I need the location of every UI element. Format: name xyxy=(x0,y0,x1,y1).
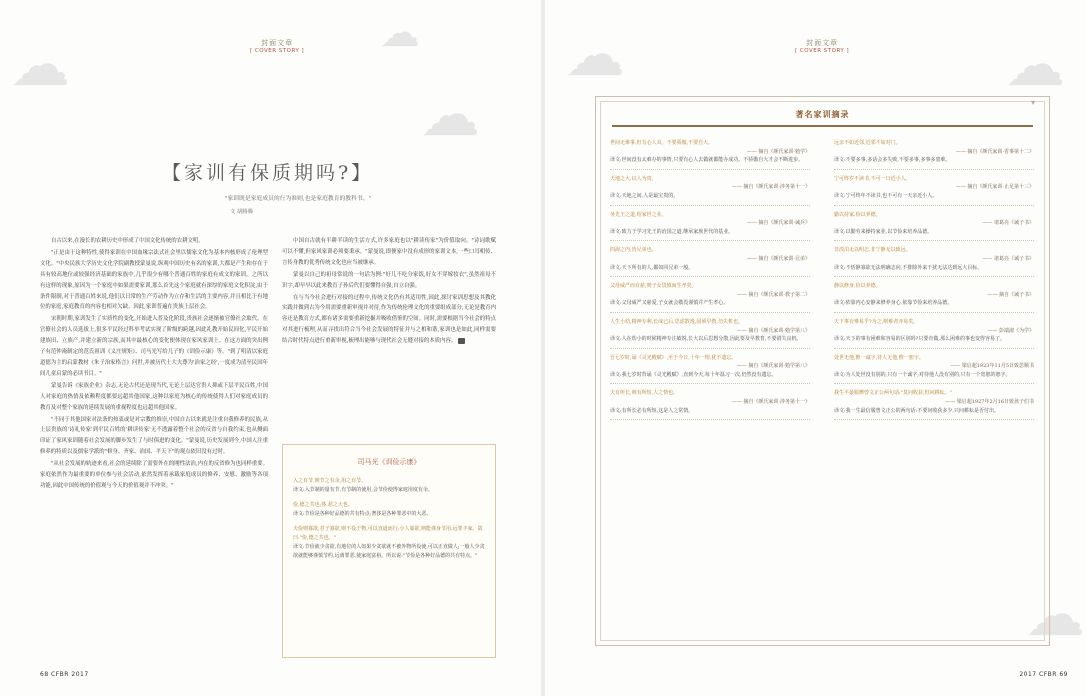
cloud-pattern-icon: ☁ xyxy=(1025,580,1085,650)
paragraph: 蒙曼以自己的祖母常说的一句话为例:"好儿不吃分家饭,好女不穿嫁妆衣",虽然祖母不识字,却早早以此来教育子孙后代们要懂得自强,自立自强。 xyxy=(282,271,496,289)
chevron-down-icon: ▾ xyxy=(1030,98,1035,107)
paragraph: 蒙曼告诉《家族企业》杂志,无论古代还是现当代,无论上层达官贵人抑或下层平民百姓,中国人对家庭的热情及依赖程度都要远超其他国家,这种以家庭为核心的传统使得人们对家庭成员的教育及对整个家族的延续发展的重视程度也远超其他国家。 xyxy=(40,382,268,411)
quote-entry: 处世无他,惟一诚字,待人无他,惟一恕字。 —— 梁启超1923年11月5日致思顺书 译文:为人处世没有别的,只有一个诚字;对待他人没有别的,只有一个宽恕的恕字。 xyxy=(834,354,1034,385)
quote-entry: 远亲不如近邻,近邻不如对门。 —— 摘自《颜氏家训·省事第十二》 译文:不要多事,多话会多失败,不要多事,多事多患难。 xyxy=(834,139,1034,170)
quote-entry: 天下事有难易乎?为之,则难者亦易矣。 —— 彭端淑《为学》 译文:天下的事有困难和容易的区别吗?只要肯做,那么困难的事也变得容易了。 xyxy=(834,318,1034,349)
paragraph: "正是由于这种特性,使得家训在中国血缘宗法式社会里以儒家文化为基本内核形成了伦理型文化。"中央民族大学历史文化学院副教授蒙曼说,纵观中国历史有名的家训,大都是产生和存在于具有较高地位或较强经济基础的家族中,几乎很少有哪个普通百姓的家庭有成文的家训。之所以有这样的现象,原因为一个家庭中如果需要家训,那么首先这个家庭就有深厚的家庭文化积淀,由于条件限制,对于普通百姓来说,他们以日常的生产劳动作为立存和生活的主要内容,并且相比于有地位的家庭,家庭教育的内容也相对欠缺。因此,家训普遍在贵族上层社会。 xyxy=(40,249,268,311)
quote-entry: 务先王之道,绍家世之业。 —— 摘自《颜氏家训·诫兵》 译文:致力于学习先王的治国之道,继承家族世代的基业。 xyxy=(610,211,810,242)
quote-entry: 静以修身,俭以养德。 —— 摘自《诫子书》 译文:依靠内心安静来修养身心,依靠节俭来培养品德。 xyxy=(834,282,1034,313)
cloud-pattern-icon: ☁ xyxy=(565,20,625,90)
quote-entry: 吾七岁时,诵《灵光殿赋》,至于今日,十年一理,犹不遗忘。 —— 摘自《颜氏家训·勉学第八》 译文:我七岁时背诵《灵光殿赋》,直到今天,每十年温习一次,仍然没有遗忘。 xyxy=(610,354,810,385)
body-column-1 xyxy=(40,236,268,666)
paragraph: 自古以来,在漫长的农耕历史中形成了中国文化传统的农耕文明。 xyxy=(51,238,204,244)
body-column-2 xyxy=(282,236,496,426)
article-author: 文 胡腾腾 xyxy=(230,209,253,215)
page-folio-right: 2017 CFBR 69 xyxy=(1019,671,1068,678)
paragraph: 中国自古就有半耕半读的生活方式,许多家庭也以"耕读传家"为价值取向。"诗词歌赋可以不懂,但家风家训必须要秉承。"蒙曼说,即便家中没有成形的家训文本,一些口耳相传、言传身教的优秀传统文化也应当被继承。 xyxy=(282,238,496,266)
paragraph: 在与当今社会进行对接的过程中,传统文化仍有其适用性,因此,探讨家训思想及其教化实践并做到古为今用需要重新审视并对待,作为传统伦理文化的重要组成部分,无论是教育内容还是教育方式,都有诸多需要重新挖掘并吸收借鉴的空间。同时,需要根据当今社会的特点对其进行梳理,从而寻找出符合当今社会发展的特征并与之相和谐,家训也是如此,同样需要结合时代特点进行重新审视,梳理出能够与现代社会无缝对接的本质内容。 xyxy=(282,294,496,345)
section-tag-cn: 封面文章 xyxy=(261,39,294,47)
quotes-frame xyxy=(595,96,1050,646)
paragraph: 宋朝时期,家训发生了实质性的变化,开始进入普及化阶段,贵族社会逐渐被官僚社会取代。在官僚社会的人员选拔上,很多平民经过科举考试实现了阶级的跨越,因此礼教开始民间化,平民开始建族田、立族产,并建立新的宗族,而其中最核心的变化便体现在家风家训上。在这方面的突出例子有范仲淹制定的范氏祖训《义庄规矩》、司马光写给儿子的《训俭示康》等。"到了明清以家庭道德为主的启蒙教材《朱子治家格言》问世,并被历代士大夫尊为'治家之经',一度成为清至民国年间儿童启蒙的必读书目。" xyxy=(40,316,268,377)
quote-entry: 父母威严而有慈,则子女畏慎而生孝矣。 —— 摘自《颜氏家训·教子第二》 译文:父母威严又慈爱,子女就会敬畏谨慎并产生孝心。 xyxy=(610,282,810,313)
cloud-pattern-icon: ☁ xyxy=(1005,30,1065,100)
section-tag xyxy=(795,40,849,54)
quote-entry: 我生平最服膺曾文正公两句话:"莫问收获,但问耕耘。" —— 梁启超1927年2月16日致孩子们书 译文:我一生最信服曾文正公的两句话:不要问收获多少,只问耕耘是否付出。 xyxy=(834,389,1034,420)
book-icon xyxy=(458,338,465,344)
paragraph: "不同于其他国家对法条的热衷或是对宗教的推崇,中国自古以来就是注重自我修养的民族,从上层贵族的'诗礼传家'到平民百姓的'耕读传家'无不透露着整个社会的反省与自我约束,也从侧面印证了家风家训随着社会发展的脚步发生了与时俱进的变化。"蒙曼说,历史发展到今,中国人注重修养的特质以及儒家学派的"修身、齐家、治国、平天下"的观点依旧没有过时。 xyxy=(40,416,268,456)
sidebar-quote-box xyxy=(282,444,496,658)
section-tag xyxy=(250,40,304,54)
quotes-column-right xyxy=(834,139,1034,425)
quote-item: 俭,德之共也;侈,恶之大也。 译文:节俭是各种好品德的共有特点;奢侈是各种罪恶中的大恶。 xyxy=(293,502,432,517)
cloud-pattern-icon: ☁ xyxy=(10,30,70,100)
heading-rule xyxy=(612,125,1033,127)
quote-entry: 夫有所长,则有所短,人之情也。 —— 摘自《颜氏家训·涉务第十一》 译文:有所长必有所短,这是人之常情。 xyxy=(610,389,810,420)
quote-entry: 四海之内,皆兄弟也。 —— 摘自《颜氏家训·兄弟》 译文:天下所有的人,都如同兄弟一般。 xyxy=(610,246,810,277)
quote-entry: 宁可终岁不读书,不可一日近小人。 —— 摘自《颜氏家训·止足第十三》 译文:宁可终年不读书,也不可有一天亲近小人。 xyxy=(834,175,1034,206)
section-tag-en: [ COVER STORY ] xyxy=(795,47,850,54)
quotes-column-left xyxy=(610,139,810,425)
cloud-pattern-icon: ☁ xyxy=(420,80,480,150)
quote-entry: 天地之大,以人为贵。 —— 摘自《颜氏家训·涉务第十一》 译文:天地之间,人是最宝贵的。 xyxy=(610,175,810,206)
article-subtitle: "家训既是家庭成员的行为准则,也是家庭教育的教科书。" xyxy=(224,196,372,202)
quote-entry: 勤以持家,俭以养德。 —— 诸葛亮《诫子书》 译文:以勤劳来操持家业,以节俭来培养品德。 xyxy=(834,211,1034,242)
left-page xyxy=(0,0,541,696)
sidebar-title: 司马光《训俭示康》 xyxy=(357,458,421,466)
paragraph: "从社会发展的轨迹来看,社会的延续除了需要外在的刚性法治,内在的反省修为也同样重要。家庭依然作为最重要的单位参与社会活动,依然发挥着承载家庭成员的修养、安慰、激励等各项功能,因此中国传统的价值观与今天的价值观并不冲突。" xyxy=(40,461,268,489)
article-title: 【家训有保质期吗?】 xyxy=(162,162,374,184)
quote-item: 夫俭则寡欲,君子寡欲,则不役于物,可以直道而行;小人寡欲,则能谨身节用,远罪丰家。故曰:"俭,德之共也。" 译文:节俭就少贪欲,有地位的人如果少贪欲就不被外物所役使,可以正直做人;一般人少贪欲就能够谨慎节约,远离罪恶,使家庭富裕。所以说:"节俭是各种好品德的共有特点。" xyxy=(293,526,485,559)
cloud-pattern-icon: ☁ xyxy=(380,10,420,56)
quote-entry: 非淡泊无以明志,非宁静无以致远。 —— 诸葛亮《诫子书》 译文:不恬静寡欲无法明确志向,不排除外来干扰无法达到远大目标。 xyxy=(834,246,1034,277)
quote-item: 入之有节,则节之有余,用之有节。 译文:入节制的量有节,有节制的使用,会节俭使得家庭用度有余。 xyxy=(293,478,433,493)
quote-entry: 世间无难事,但有心人耳。不要骄傲,不要自大。 —— 摘自《颜氏家训·勉学》 译文:世间没有太难办的事情,只要有心人去做就都能办成功。不骄傲自大才会不断进步。 xyxy=(610,139,810,170)
page-folio-left: 68 CFBR 2017 xyxy=(40,671,89,678)
section-tag-en: [ COVER STORY ] xyxy=(250,47,305,54)
section-tag-cn: 封面文章 xyxy=(806,39,839,47)
right-page xyxy=(545,0,1086,696)
frame-heading: 著名家训摘录 xyxy=(795,109,850,119)
quote-entry: 人生小幼,精神专利,长成已后,思虑散逸,固须早教,勿失机也。 —— 摘自《颜氏家训·勉学第八》 译文:人在幼小的时候精神专注敏锐,长大以后思想分散,因此要及早教育,不要错失良机。 xyxy=(610,318,810,349)
